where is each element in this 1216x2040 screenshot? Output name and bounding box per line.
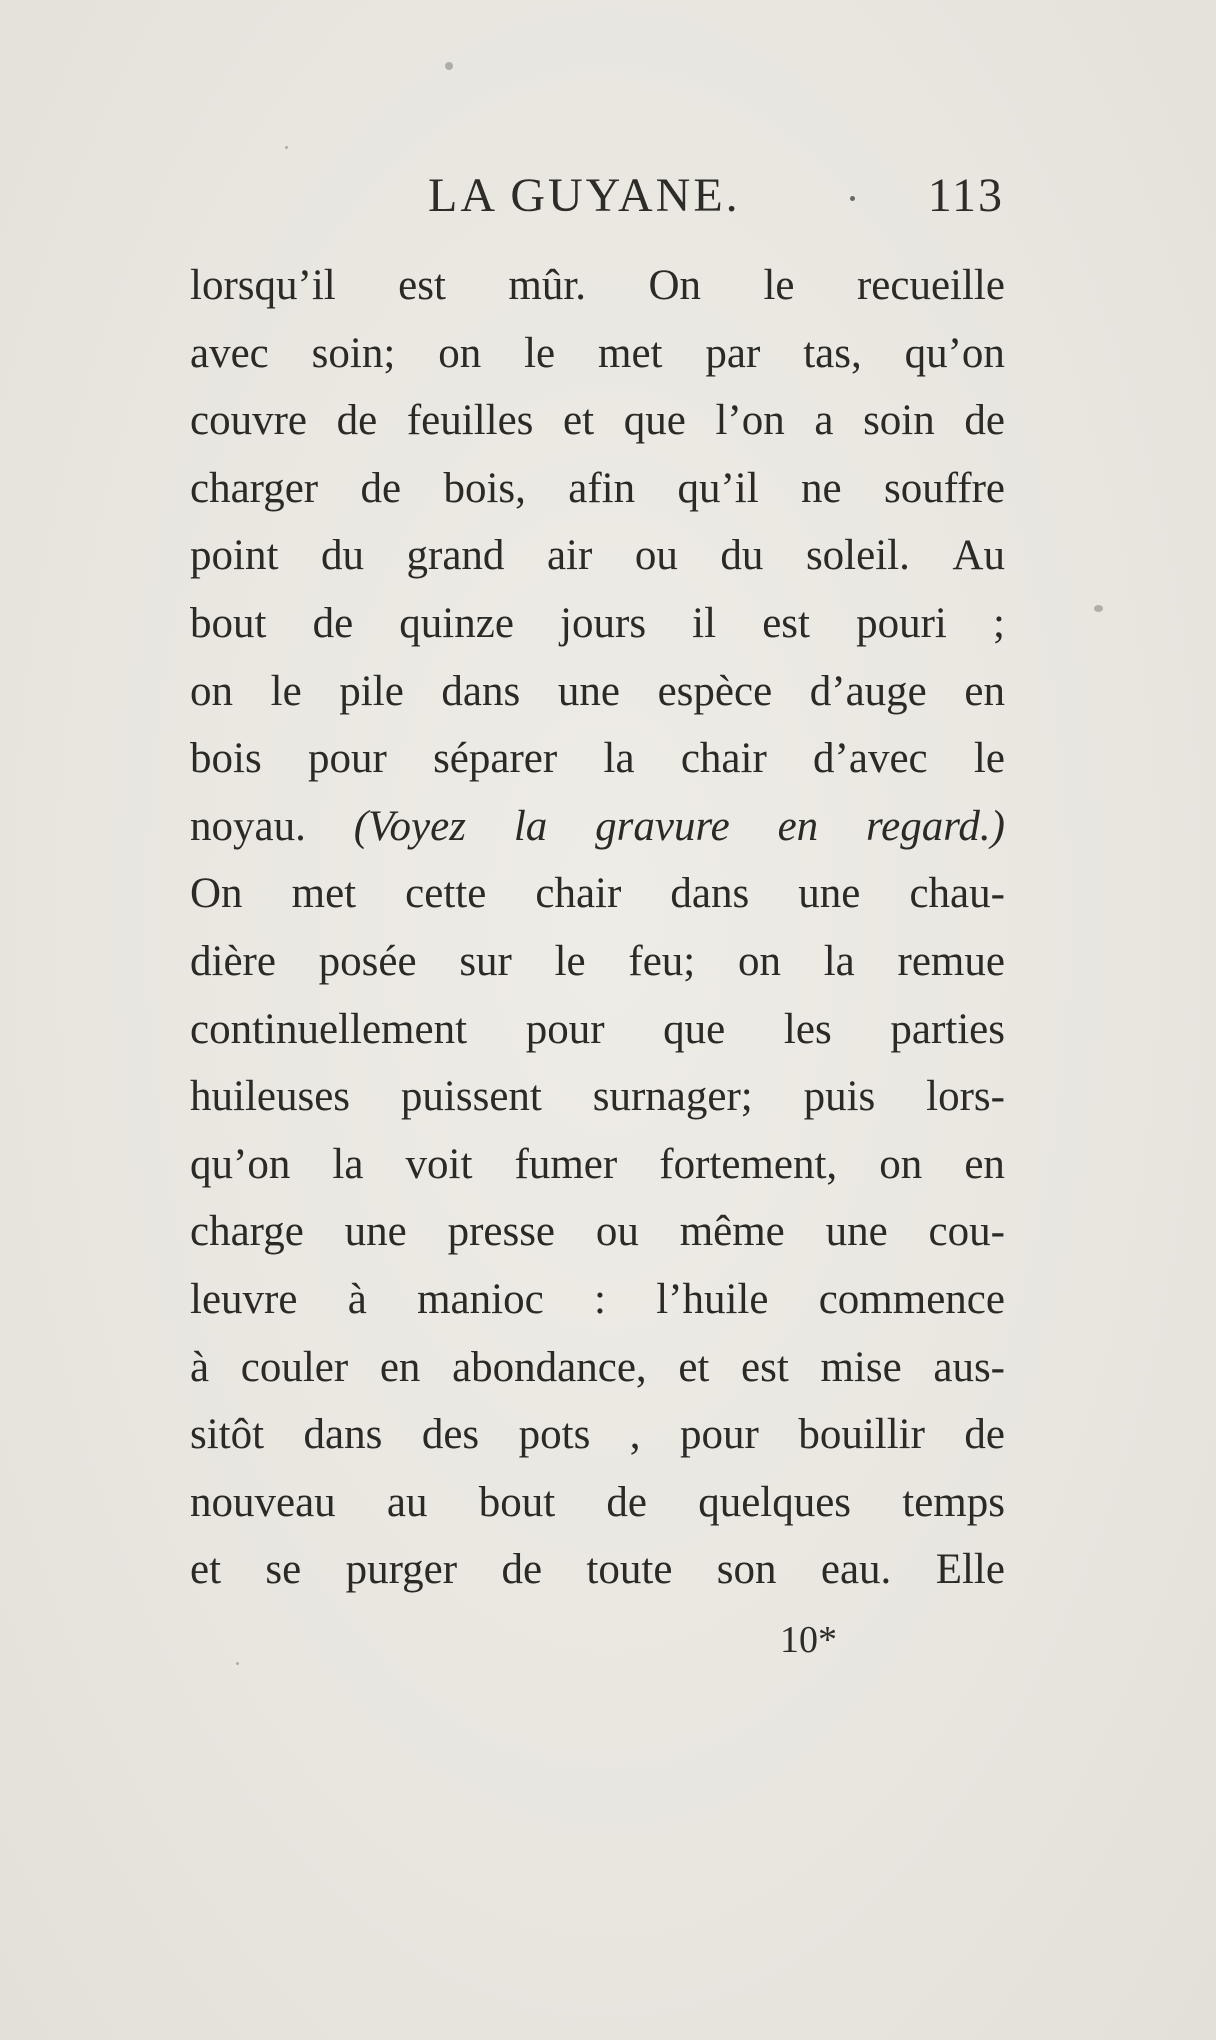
text-line	[190, 1266, 1005, 1334]
word: à	[347, 1275, 367, 1323]
word: charge	[190, 1208, 304, 1256]
word: lorsqu’il	[190, 262, 336, 309]
text-line	[190, 725, 1005, 793]
word: une	[557, 667, 620, 715]
text-line	[190, 860, 1005, 928]
page-number: 113	[927, 169, 1004, 222]
signature-mark: 10*	[780, 1619, 837, 1661]
word: soleil.	[805, 532, 910, 580]
word: en	[777, 802, 819, 850]
paper-speck	[236, 1662, 239, 1665]
word: nouveau	[190, 1478, 336, 1526]
text-line	[190, 1469, 1005, 1537]
word: est	[398, 262, 446, 309]
word: on	[737, 937, 781, 985]
word: commence	[818, 1275, 1005, 1323]
word: de	[501, 1546, 543, 1594]
word: de	[312, 599, 354, 647]
word: noyau.	[190, 802, 306, 850]
paper-speck	[285, 146, 288, 149]
word: sur	[459, 937, 512, 985]
word: en	[379, 1343, 421, 1391]
word: jours	[560, 599, 647, 647]
text-line	[190, 590, 1005, 658]
word: par	[705, 329, 761, 377]
word: soin	[863, 397, 935, 445]
word: pour	[680, 1411, 759, 1459]
text-line	[190, 1334, 1005, 1402]
word: d’avec	[813, 735, 928, 783]
text-line	[190, 522, 1005, 590]
word: la	[823, 937, 855, 985]
word: posée	[318, 937, 417, 985]
word: chair	[535, 870, 622, 918]
word: lors-	[926, 1073, 1005, 1121]
word: une	[825, 1208, 888, 1256]
word: d’auge	[809, 667, 927, 715]
word: :	[593, 1275, 606, 1323]
word: (Voyez	[353, 802, 466, 850]
word: on	[190, 667, 233, 715]
word: puis	[803, 1073, 876, 1121]
word: voit	[405, 1140, 473, 1188]
word: dans	[441, 667, 521, 715]
word: recueille	[856, 262, 1005, 309]
word: sitôt	[190, 1411, 265, 1459]
word: remue	[897, 937, 1005, 985]
word: surnager;	[592, 1073, 753, 1121]
word: mise	[820, 1343, 902, 1391]
paper-speck	[1094, 605, 1103, 612]
word: quinze	[399, 599, 514, 647]
word: le	[973, 735, 1005, 783]
word: en	[964, 667, 1005, 715]
word: chau-	[909, 870, 1005, 918]
word: pile	[339, 667, 404, 715]
word: point	[190, 532, 279, 580]
word: et	[190, 1546, 222, 1594]
word: on	[879, 1140, 923, 1188]
word: parties	[890, 1005, 1005, 1053]
page-header	[190, 168, 1012, 238]
word: mûr.	[508, 262, 587, 309]
word: Au	[952, 532, 1005, 580]
word: séparer	[433, 735, 558, 783]
word: qu’on	[904, 329, 1005, 377]
word: au	[386, 1478, 428, 1526]
word: la	[513, 802, 548, 850]
word: ou	[595, 1208, 639, 1256]
word: en	[964, 1140, 1005, 1188]
word: pots	[518, 1411, 591, 1459]
word: ou	[634, 532, 678, 580]
text-line	[190, 1536, 1005, 1604]
text-line	[190, 252, 1005, 320]
text-line	[190, 1131, 1005, 1199]
word: purger	[345, 1546, 458, 1594]
word: quelques	[698, 1478, 852, 1526]
word: On	[648, 262, 702, 309]
word: soin;	[311, 329, 396, 377]
word: dans	[670, 870, 750, 918]
word: bouillir	[798, 1411, 925, 1459]
word: bout	[478, 1478, 556, 1526]
word: de	[336, 397, 378, 445]
word: le	[763, 262, 795, 309]
word: fumer	[514, 1140, 618, 1188]
word: bois,	[443, 464, 526, 512]
word: l’huile	[656, 1275, 769, 1323]
word: de	[360, 464, 402, 512]
word: est	[762, 599, 810, 647]
word: afin	[568, 464, 636, 512]
word: l’on	[715, 397, 785, 445]
word: même	[679, 1208, 785, 1256]
word: abondance,	[452, 1343, 647, 1391]
word: du	[320, 532, 364, 580]
word: couler	[240, 1343, 349, 1391]
word: fortement,	[659, 1140, 838, 1188]
word: On	[190, 870, 243, 918]
word: ,	[629, 1411, 641, 1459]
word: air	[546, 532, 593, 580]
word: de	[964, 397, 1005, 445]
word: pouri	[856, 599, 947, 647]
word: feu;	[628, 937, 696, 985]
word: et	[678, 1343, 710, 1391]
word: feuilles	[406, 397, 534, 445]
word: à	[190, 1343, 210, 1391]
text-line	[190, 455, 1005, 523]
word: chair	[680, 735, 767, 783]
word: cette	[405, 870, 487, 918]
word: qu’on	[190, 1140, 291, 1188]
text-line	[190, 996, 1005, 1064]
word: huileuses	[190, 1073, 351, 1121]
text-line	[190, 387, 1005, 455]
word: bout	[190, 599, 267, 647]
word: temps	[902, 1478, 1005, 1526]
paper-speck	[445, 62, 453, 70]
running-title: LA GUYANE.	[428, 169, 741, 222]
word: met	[291, 870, 357, 918]
word: leuvre	[190, 1275, 298, 1323]
word: Elle	[935, 1546, 1005, 1594]
word: met	[598, 329, 663, 377]
word: une	[798, 870, 861, 918]
word: aus-	[933, 1343, 1005, 1391]
word: pour	[525, 1005, 605, 1053]
word: regard.)	[866, 802, 1005, 850]
word: grand	[406, 532, 505, 580]
header-dot-mark	[850, 196, 855, 201]
word: puissent	[400, 1073, 542, 1121]
word: manioc	[417, 1275, 544, 1323]
word: dans	[303, 1411, 383, 1459]
word: couvre	[190, 397, 307, 445]
text-line	[190, 658, 1005, 726]
word: le	[554, 937, 586, 985]
word: a	[814, 397, 834, 445]
word: souffre	[883, 464, 1005, 512]
text-line	[190, 1198, 1005, 1266]
word: espèce	[657, 667, 773, 715]
word: la	[332, 1140, 364, 1188]
word: du	[720, 532, 764, 580]
word: il	[692, 599, 717, 647]
word: le	[524, 329, 556, 377]
word: cou-	[928, 1208, 1005, 1256]
word: de	[606, 1478, 647, 1526]
word: une	[344, 1208, 407, 1256]
word: les	[783, 1005, 832, 1053]
word: et	[563, 397, 595, 445]
word: ;	[993, 599, 1005, 647]
word: pour	[307, 735, 387, 783]
text-line	[190, 928, 1005, 996]
word: tas,	[803, 329, 862, 377]
body-text	[190, 252, 1005, 1604]
word: avec	[190, 329, 269, 377]
word: qu’il	[677, 464, 759, 512]
word: charger	[190, 464, 319, 512]
word: que	[663, 1005, 726, 1053]
word: le	[270, 667, 302, 715]
text-line	[190, 320, 1005, 388]
text-line	[190, 1063, 1005, 1131]
word: continuellement	[190, 1005, 468, 1053]
text-line	[190, 793, 1005, 861]
word: bois	[190, 735, 262, 783]
word: dière	[190, 937, 276, 985]
word: ne	[801, 464, 842, 512]
word: son	[716, 1546, 777, 1594]
word: des	[421, 1411, 480, 1459]
word: presse	[447, 1208, 556, 1256]
word: de	[964, 1411, 1005, 1459]
word: que	[623, 397, 686, 445]
word: gravure	[595, 802, 730, 850]
word: eau.	[820, 1546, 892, 1594]
text-line	[190, 1401, 1005, 1469]
word: la	[603, 735, 635, 783]
word: toute	[586, 1546, 673, 1594]
word: se	[265, 1546, 302, 1594]
word: est	[741, 1343, 789, 1391]
word: on	[438, 329, 482, 377]
